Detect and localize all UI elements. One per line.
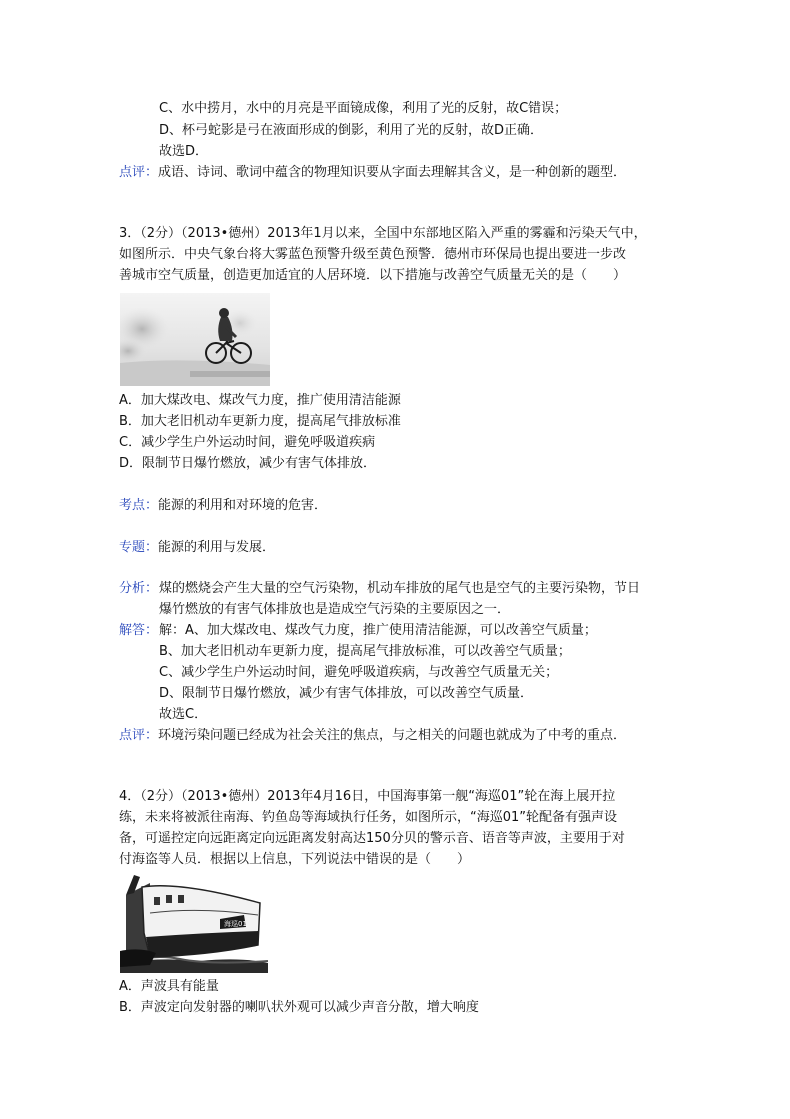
q3-dianping xyxy=(119,727,626,745)
q2-option-d-analysis: D、杯弓蛇影是弓在液面形成的倒影，利用了光的反射，故D正确． xyxy=(159,123,544,138)
jieda-line-2: B、加大老旧机动车更新力度，提高尾气排放标准，可以改善空气质量； xyxy=(159,644,571,659)
ship-photo xyxy=(120,873,268,973)
jieda-label: 解答： xyxy=(119,623,159,638)
q4-stem-line-4: 付海盗等人员．根据以上信息，下列说法中错误的是（ ） xyxy=(119,852,471,867)
kaodian-label: 考点： xyxy=(119,498,159,513)
comment-label: 点评： xyxy=(119,165,159,180)
fenxi-label: 分析： xyxy=(119,581,159,596)
q3-option-d: D．限制节日爆竹燃放，减少有害气体排放． xyxy=(119,456,377,471)
dianping-text: 环境污染问题已经成为社会关注的焦点，与之相关的问题也就成为了中考的重点． xyxy=(158,728,627,743)
smog-cyclist-image xyxy=(120,293,270,386)
ship-image xyxy=(120,873,268,973)
jieda-line-4: D、限制节日爆竹燃放，减少有害气体排放，可以改善空气质量． xyxy=(159,686,534,701)
q4-option-a: A．声波具有能量 xyxy=(119,979,219,994)
q2-comment xyxy=(119,164,626,182)
q4-stem-line-1: 4．（2分）（2013•德州）2013年4月16日，中国海事第一舰“海巡01”轮在海上展开拉 xyxy=(119,789,616,804)
zhuanti-label: 专题： xyxy=(119,540,159,555)
q2-option-c-analysis: C、水中捞月，水中的月亮是平面镜成像，利用了光的反射，故C错误； xyxy=(159,101,568,116)
dianping-label: 点评： xyxy=(119,728,159,743)
q3-zhuanti xyxy=(119,539,275,557)
q4-stem-line-3: 备，可遥控定向远距离定向远距离发射高达150分贝的警示音、语音等声波，主要用于对 xyxy=(119,831,625,846)
q3-option-a: A．加大煤改电、煤改气力度，推广使用清洁能源 xyxy=(119,393,401,408)
q4-stem-line-2: 练，未来将被派往南海、钓鱼岛等海域执行任务，如图所示，“海巡01”轮配备有强声设 xyxy=(119,810,618,825)
q4-option-b: B．声波定向发射器的喇叭状外观可以减少声音分散，增大响度 xyxy=(119,1000,479,1015)
fenxi-line-2: 爆竹燃放的有害气体排放也是造成空气污染的主要原因之一． xyxy=(159,602,511,617)
smog-cyclist-photo xyxy=(120,293,270,386)
q3-stem-line-2: 如图所示．中央气象台将大雾蓝色预警升级至黄色预警．德州市环保局也提出要进一步改 xyxy=(119,247,627,262)
q2-answer: 故选D． xyxy=(159,144,209,159)
q3-stem-line-1: 3．（2分）（2013•德州）2013年1月以来，全国中东部地区陷入严重的雾霾和污染天气中， xyxy=(119,226,647,241)
q3-stem-line-3: 善城市空气质量，创造更加适宜的人居环境．以下措施与改善空气质量无关的是（ ） xyxy=(119,268,627,283)
q3-option-b: B．加大老旧机动车更新力度，提高尾气排放标准 xyxy=(119,414,401,429)
ship-hull-text: 海巡01 xyxy=(224,920,247,928)
zhuanti-text: 能源的利用与发展． xyxy=(158,540,276,555)
comment-text: 成语、诗词、歌词中蕴含的物理知识要从字面去理解其含义，是一种创新的题型． xyxy=(158,165,627,180)
jieda-line-3: C、减少学生户外运动时间，避免呼吸道疾病，与改善空气质量无关； xyxy=(159,665,559,680)
fenxi-line-1: 煤的燃烧会产生大量的空气污染物，机动车排放的尾气也是空气的主要污染物，节日 xyxy=(159,581,641,596)
jieda-line-5: 故选C． xyxy=(159,707,208,722)
q3-kaodian xyxy=(119,497,327,515)
q3-option-c: C．减少学生户外运动时间，避免呼吸道疾病 xyxy=(119,435,376,450)
kaodian-text: 能源的利用和对环境的危害． xyxy=(158,498,328,513)
jieda-line-1: 解：A、加大煤改电、煤改气力度，推广使用清洁能源，可以改善空气质量； xyxy=(159,623,597,638)
